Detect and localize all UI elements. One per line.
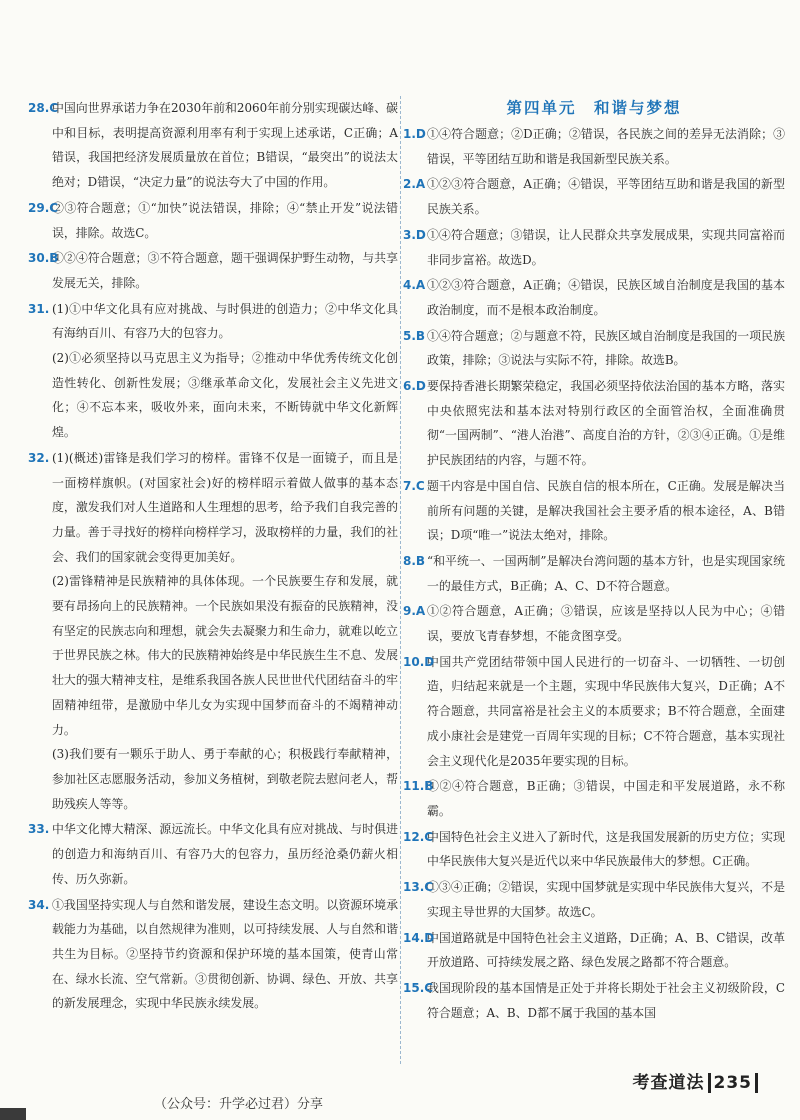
answer-item — [403, 324, 785, 373]
answer-text: 中国共产党团结带领中国人民进行的一切奋斗、一切牺牲、一切创造，归结起来就是一个主题，实现中华民族伟大复兴，D正确；A不符合题意，共同富裕是社会主义的本质要求；B不符合题意，全面建成小康社会是建党一百周年实现的目标；C不符合题意，基本实现社会主义现代化是2035年要实现的目标。 — [427, 654, 785, 768]
answer-text: ①②④符合题意；③不符合题意，题干强调保护野生动物，与共享发展无关，排除。 — [52, 251, 398, 290]
answer-text: ①③④正确；②错误，实现中国梦就是实现中华民族伟大复兴，不是实现主导世界的大国梦。故选C。 — [427, 880, 785, 919]
answer-text: (3)我们要有一颗乐于助人、勇于奉献的心；积极践行奉献精神，参加社区志愿服务活动，参加义务植树，到敬老院去慰问老人，帮助残疾人等等。 — [52, 747, 398, 811]
answer-item — [403, 474, 785, 548]
answer-item — [28, 96, 398, 195]
answer-item — [28, 446, 398, 817]
answer-text: (2)①必须坚持以马克思主义为指导；②推动中华优秀传统文化创造性转化、创新性发展；③继承革命文化，发展社会主义先进文化；④不忘本来，吸收外来，面向未来，不断铸就中华文化新辉煌。 — [52, 351, 398, 440]
answer-item — [403, 599, 785, 648]
answer-text: ①我国坚持实现人与自然和谐发展，建设生态文明。以资源环境承载能力为基础，以自然规律为准则，以可持续发展、人与自然和谐共生为目标。②坚持节约资源和保护环境的基本国策，使青山常在、绿水长流、空气常新。③贯彻创新、协调、绿色、开放、共享的新发展理念，实现中华民族永续发展。 — [52, 897, 398, 1011]
answer-text: ①②④符合题意，B正确；③错误，中国走和平发展道路，永不称霸。 — [427, 779, 785, 818]
answer-item — [403, 549, 785, 598]
answer-text: ②③符合题意；①“加快”说法错误，排除；④“禁止开发”说法错误，排除。故选C。 — [52, 200, 398, 240]
question-number: 12.C — [403, 829, 434, 844]
answer-text: ①②符合题意，A正确；③错误，应该是坚持以人民为中心；④错误，要放飞青春梦想，不能贪图享受。 — [427, 604, 785, 644]
question-number: 10.D — [403, 654, 435, 669]
question-number: 14.D — [403, 930, 435, 945]
question-number: 13.C — [403, 880, 434, 895]
brand-name: 考查道法 — [632, 1073, 705, 1093]
question-number: 15.C — [403, 980, 434, 995]
answer-item — [28, 893, 398, 1017]
question-number: 34. — [28, 897, 50, 912]
answer-text: ①④符合题意；②D正确；②错误，各民族之间的差异无法消除；③错误，平等团结互助和谐是我国新型民族关系。 — [427, 127, 785, 166]
column-divider — [400, 96, 401, 1064]
answer-item — [403, 976, 785, 1025]
question-number: 3.D — [403, 227, 426, 242]
answer-item — [403, 122, 785, 171]
answer-text: ①④符合题意；②与题意不符，民族区域自治制度是我国的一项民族政策，排除；③说法与实际不符，排除。故选B。 — [427, 328, 785, 368]
answer-text: (1)(概述)雷锋是我们学习的榜样。雷锋不仅是一面镜子，而且是一面榜样旗帜。(对国家社会)好的榜样昭示着做人做事的基本态度，激发我们对人生道路和人生理想的思考，给予我们自我完善的力量。善于寻找好的榜样向榜样学习，汲取榜样的力量，我们的社会、我们的国家就会变得更加美好。 — [52, 450, 398, 564]
right-column — [403, 96, 785, 1026]
answer-text: ①②③符合题意，A正确；④错误，平等团结互助和谐是我国的新型民族关系。 — [427, 177, 785, 217]
page-number: 235 — [708, 1073, 759, 1093]
question-number: 5.B — [403, 328, 426, 343]
answer-text: (2)雷锋精神是民族精神的具体体现。一个民族要生存和发展，就要有昂扬向上的民族精神。一个民族如果没有振奋的民族精神，没有坚定的民族志向和理想，就会失去凝聚力和生命力，就难以屹立于世界民族之林。伟大的民族精神始终是中华民族生生不息、发展壮大的强大精神支柱，是维系我国各族人民世世代代团结奋斗的牢固精神纽带，是激励中华儿女为实现中国梦而奋斗的不竭精神动力。 — [52, 574, 398, 737]
question-number: 33. — [28, 822, 50, 837]
answer-item — [403, 774, 785, 823]
answer-text: 中国向世界承诺力争在2030年前和2060年前分别实现碳达峰、碳中和目标，表明提高资源利用率有利于实现上述承诺，C正确；A错误，我国把经济发展质量放在首位；B错误，“最突出”的说法太绝对；D错误，“决定力量”的说法夸大了中国的作用。 — [52, 101, 398, 190]
answer-text: 我国现阶段的基本国情是正处于并将长期处于社会主义初级阶段，C符合题意；A、B、D都不属于我国的基本国 — [427, 980, 785, 1020]
question-number: 9.A — [403, 604, 426, 619]
question-number: 28.C — [28, 101, 59, 115]
answer-text: “和平统一、一国两制”是解决台湾问题的基本方针，也是实现国家统一的最佳方式，B正确；A、C、D不符合题意。 — [427, 553, 785, 593]
question-number: 7.C — [403, 478, 425, 493]
question-number: 8.B — [403, 553, 426, 568]
question-number: 32. — [28, 450, 50, 465]
answer-text: 题干内容是中国自信、民族自信的根本所在，C正确。发展是解决当前所有问题的关键，是解决我国社会主要矛盾的根本途径，A、B错误；D项“唯一”说法太绝对，排除。 — [427, 478, 785, 543]
answer-item — [403, 273, 785, 322]
corner-mark — [0, 1108, 26, 1120]
question-number: 4.A — [403, 278, 426, 293]
answer-text: 要保持香港长期繁荣稳定，我国必须坚持依法治国的基本方略，落实中央依照宪法和基本法对特别行政区的全面管治权，全面准确贯彻“一国两制”、“港人治港”、高度自治的方针，②③④正确。①是维护民族团结的内容，与题不符。 — [427, 379, 785, 468]
question-number: 30.B — [28, 251, 59, 266]
question-number: 11.B — [403, 779, 434, 794]
answer-text: 中国道路就是中国特色社会主义道路，D正确；A、B、C错误，改革开放道路、可持续发展之路、绿色发展之路都不符合题意。 — [427, 930, 785, 970]
answer-item — [403, 926, 785, 975]
answer-item — [28, 246, 398, 295]
answer-item — [28, 817, 398, 891]
answer-item — [403, 374, 785, 473]
page-footer-brand — [633, 1068, 759, 1093]
answer-item — [28, 196, 398, 245]
right-answer-list — [403, 122, 785, 1025]
watermark-note: （公众号：升学必过君）分享 — [154, 1097, 324, 1112]
left-column — [28, 96, 398, 1017]
answer-item — [28, 297, 398, 445]
answer-item — [403, 825, 785, 874]
answer-item — [403, 172, 785, 221]
answer-text: 中国特色社会主义进入了新时代，这是我国发展新的历史方位；实现中华民族伟大复兴是近代以来中华民族最伟大的梦想。C正确。 — [427, 829, 785, 869]
answer-item — [403, 875, 785, 924]
answer-text: ①②③符合题意，A正确；④错误，民族区域自治制度是我国的基本政治制度，而不是根本政治制度。 — [427, 278, 785, 317]
question-number: 6.D — [403, 379, 426, 394]
question-number: 1.D — [403, 127, 426, 141]
question-number: 2.A — [403, 177, 426, 192]
question-number: 31. — [28, 301, 50, 316]
answer-item — [403, 650, 785, 774]
answer-text: (1)①中华文化具有应对挑战、与时俱进的创造力；②中华文化具有海纳百川、有容乃大的包容力。 — [52, 301, 398, 341]
answer-item — [403, 223, 785, 272]
question-number: 29.C — [28, 200, 59, 215]
unit-title: 第四单元 和谐与梦想 — [506, 99, 682, 117]
answer-text: ①④符合题意；③错误，让人民群众共享发展成果，实现共同富裕而非同步富裕。故选D。 — [427, 227, 785, 267]
answer-text: 中华文化博大精深、源远流长。中华文化具有应对挑战、与时俱进的创造力和海纳百川、有容乃大的包容力，虽历经沧桑仍薪火相传、历久弥新。 — [52, 822, 398, 886]
